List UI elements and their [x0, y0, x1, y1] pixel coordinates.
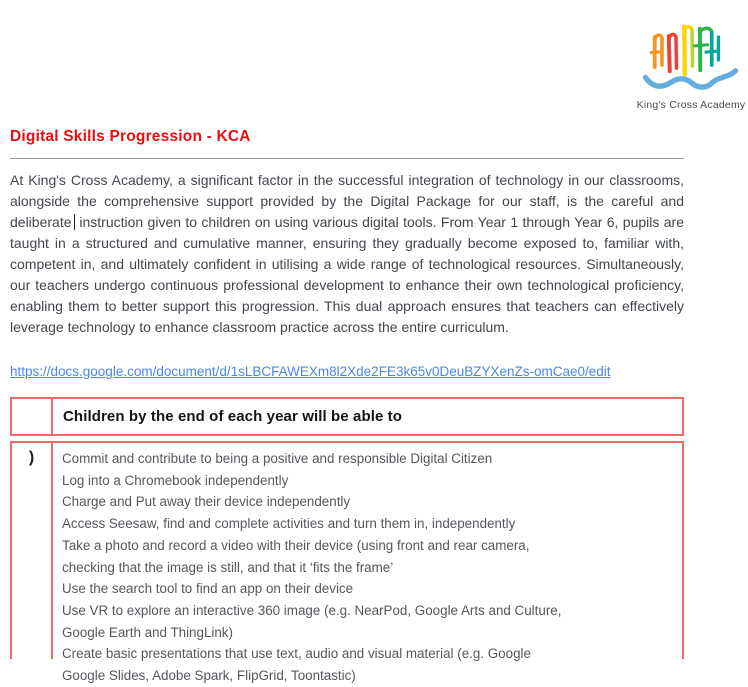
skill-line: Log into a Chromebook independently: [62, 472, 289, 488]
table-row: [10, 441, 684, 684]
page-title: Digital Skills Progression - KCA: [10, 128, 251, 145]
intro-text-before-cursor: At King's Cross Academy, a significant factor in the successful integration of technology in our classrooms, alongside the comprehensive support provided by the Digital Package for our staff, is the careful and deliberate: [10, 172, 684, 230]
skill-line: Create basic presentations that use text, audio and visual material (e.g. Google: [62, 646, 531, 662]
skill-line: Charge and Put away their device independently: [62, 494, 351, 510]
table-header-row: [10, 397, 684, 436]
skill-line: Google Slides, Adobe Spark, FlipGrid, Toontastic): [62, 668, 356, 684]
skill-line: checking that the image is still, and that it ‘fits the frame’: [62, 559, 394, 575]
intro-paragraph[interactable]: [10, 170, 684, 338]
row-label-cell[interactable]: ): [12, 443, 53, 659]
table-header-title[interactable]: Children by the end of each year will be able to: [63, 408, 403, 425]
table-header-corner-cell[interactable]: [12, 399, 53, 434]
skill-line: Access Seesaw, find and complete activities and turn them in, independently: [62, 516, 516, 532]
skill-line: Use the search tool to find an app on their device: [62, 581, 354, 597]
skill-line: Take a photo and record a video with their device (using front and rear camera,: [62, 537, 530, 553]
skill-line: Use VR to explore an interactive 360 image (e.g. NearPod, Google Arts and Culture,: [62, 602, 562, 618]
intro-text-after-cursor: instruction given to children on using various digital tools. From Year 1 through Year 6, pupils are taught in a structured and cumulative manner, ensuring they gradually become exposed to, familiar with, competent in, and ultimately confident in utilising a wide range of technological resources. Simultaneously, our teachers undergo continuous professional development to enhance their own technological proficiency, enabling them to better support this progression. This dual approach ensures that teachers can effectively leverage technology to enhance classroom practice across the entire curriculum.: [10, 214, 684, 335]
document-body: [10, 0, 684, 684]
divider: [10, 158, 684, 159]
doc-link[interactable]: https://docs.google.com/document/d/1sLBCFAWEXm8l2Xde2FE3k65v0DeuBZYXenZs-omCae0/edit: [10, 364, 611, 379]
row-content-cell[interactable]: [53, 443, 682, 684]
skill-line: Google Earth and ThingLink): [62, 624, 233, 640]
school-name-caption: King's Cross Academy: [636, 99, 746, 111]
skills-table: [10, 397, 684, 684]
skill-line: Commit and contribute to being a positive and responsible Digital Citizen: [62, 451, 493, 466]
